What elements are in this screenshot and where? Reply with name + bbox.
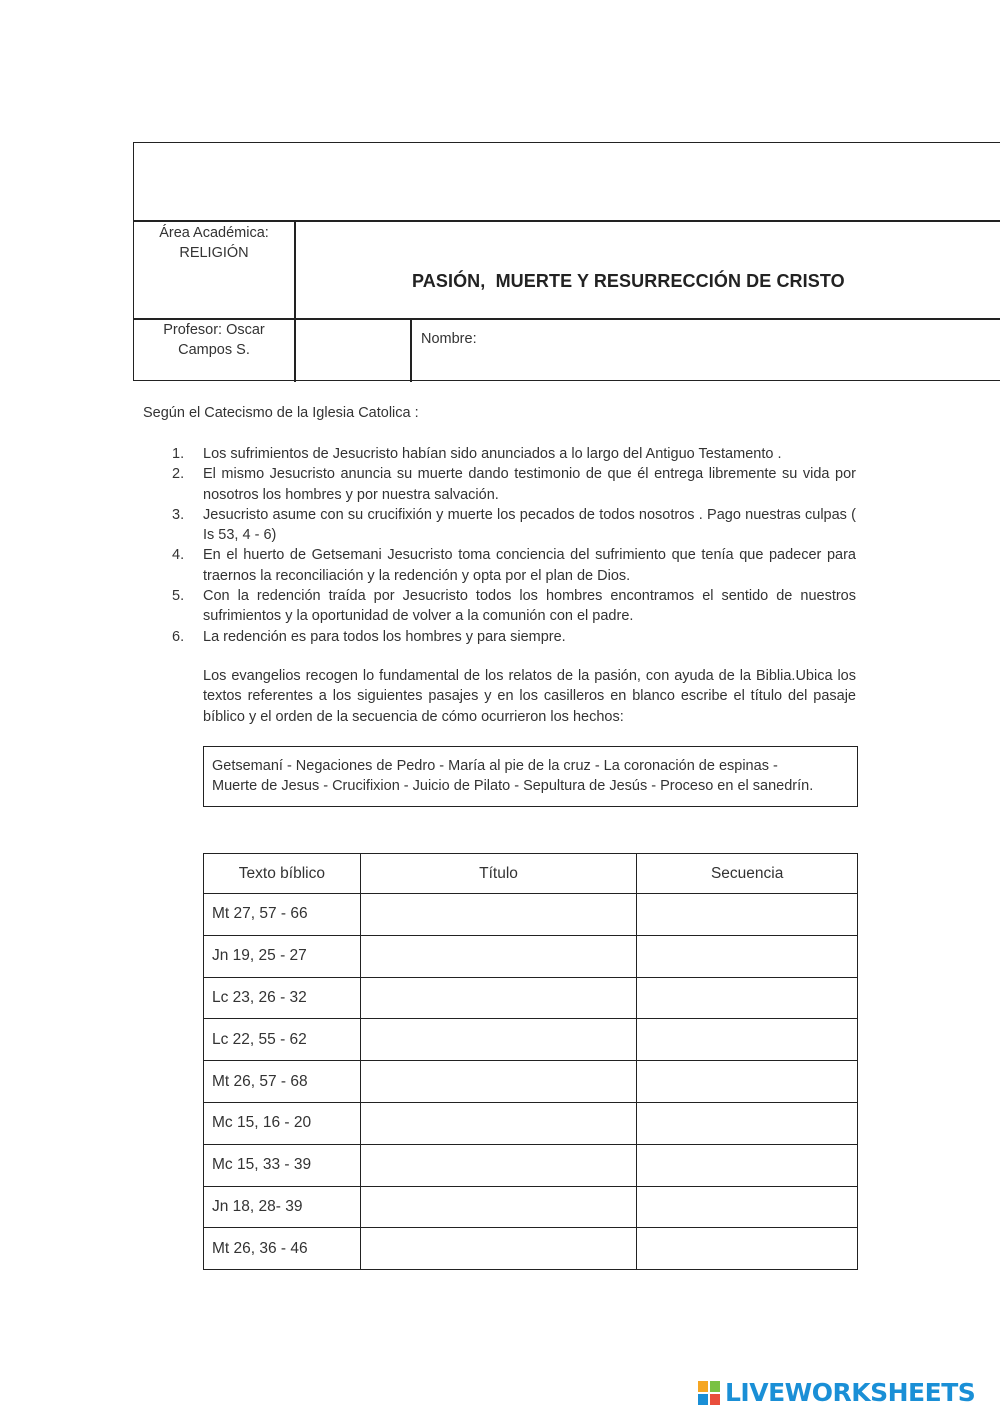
title-answer-cell[interactable] — [360, 1102, 637, 1144]
passage-cell: Mt 26, 36 - 46 — [204, 1228, 361, 1270]
liveworksheets-logo-icon — [697, 1379, 723, 1407]
name-field-label: Nombre: — [421, 331, 477, 347]
header-divider — [294, 220, 296, 382]
title-answer-cell[interactable] — [360, 894, 637, 936]
passage-cell: Mt 27, 57 - 66 — [204, 894, 361, 936]
sequence-answer-cell[interactable] — [637, 1019, 858, 1061]
passage-cell: Jn 18, 28- 39 — [204, 1186, 361, 1228]
passage-cell: Lc 23, 26 - 32 — [204, 977, 361, 1019]
header-divider — [134, 220, 1000, 222]
passage-cell: Lc 22, 55 - 62 — [204, 1019, 361, 1061]
passage-cell: Mt 26, 57 - 68 — [204, 1061, 361, 1103]
table-row — [204, 1228, 858, 1270]
header-divider — [410, 318, 412, 382]
list-item: 1. Los sufrimientos de Jesucristo habían sido anunciados a lo largo del Antiguo Testamento . — [172, 446, 782, 462]
table-row — [204, 1144, 858, 1186]
sequence-answer-cell[interactable] — [637, 1186, 858, 1228]
sequence-answer-cell[interactable] — [637, 1061, 858, 1103]
list-item: 5. Con la redención traída por Jesucristo todos los hombres encontramos el sentido de nuestros sufrimientos y la oportunidad de volver a la comunión con el padre. — [172, 588, 856, 625]
area-cell — [134, 223, 294, 263]
table-header-row — [204, 854, 858, 894]
table-row — [204, 1102, 858, 1144]
table-row — [204, 977, 858, 1019]
intro-text: Según el Catecismo de la Iglesia Catolica : — [143, 405, 419, 421]
sequence-answer-cell[interactable] — [637, 1144, 858, 1186]
table-row — [204, 935, 858, 977]
title-answer-cell[interactable] — [360, 1061, 637, 1103]
teacher-cell — [134, 320, 294, 360]
passage-cell: Mc 15, 16 - 20 — [204, 1102, 361, 1144]
word-bank-line: Getsemaní - Negaciones de Pedro - María al pie de la cruz - La coronación de espinas - — [212, 758, 778, 774]
word-bank — [203, 746, 858, 807]
title-answer-cell[interactable] — [360, 1144, 637, 1186]
catechism-points — [172, 444, 856, 647]
list-item: 6. La redención es para todos los hombres y para siempre. — [172, 628, 566, 645]
table-row — [204, 1019, 858, 1061]
liveworksheets-logo[interactable] — [697, 1378, 975, 1407]
teacher-line: Profesor: Oscar — [163, 322, 265, 338]
passages-table — [203, 853, 858, 1270]
sequence-answer-cell[interactable] — [637, 977, 858, 1019]
area-value: RELIGIÓN — [179, 245, 249, 261]
column-header-passage: Texto bíblico — [204, 854, 361, 894]
teacher-line: Campos S. — [178, 342, 250, 358]
list-item: 3. Jesucristo asume con su crucifixión y muerte los pecados de todos nosotros . Pago nuestras culpas ( Is 53, 4 - 6) — [172, 506, 856, 544]
title-answer-cell[interactable] — [360, 1019, 637, 1061]
word-bank-line: Muerte de Jesus - Crucifixion - Juicio de Pilato - Sepultura de Jesús - Proceso en el sanedrín. — [212, 778, 814, 795]
passage-cell: Mc 15, 33 - 39 — [204, 1144, 361, 1186]
list-item: 4. En el huerto de Getsemani Jesucristo toma conciencia del sufrimiento que tenía que padecer para traernos la reconciliación y la redención y opta por el plan de Dios. — [172, 547, 856, 584]
instructions-text: Los evangelios recogen lo fundamental de los relatos de la pasión, con ayuda de la Biblia.Ubica los textos referentes a los siguientes pasajes y en los casilleros en blanco escribe el título del pasaje bíblico y el orden de la secuencia de cómo ocurrieron los hechos: — [203, 668, 856, 725]
title-answer-cell[interactable] — [360, 977, 637, 1019]
column-header-sequence: Secuencia — [637, 854, 858, 894]
page-title: PASIÓN, MUERTE Y RESURRECCIÓN DE CRISTO — [412, 271, 845, 291]
table-row — [204, 1186, 858, 1228]
area-label: Área Académica: — [159, 225, 269, 241]
sequence-answer-cell[interactable] — [637, 1228, 858, 1270]
brand-name: LIVEWORKSHEETS — [725, 1378, 976, 1407]
passage-cell: Jn 19, 25 - 27 — [204, 935, 361, 977]
column-header-title: Título — [360, 854, 637, 894]
title-answer-cell[interactable] — [360, 1228, 637, 1270]
sequence-answer-cell[interactable] — [637, 935, 858, 977]
title-answer-cell[interactable] — [360, 1186, 637, 1228]
table-row — [204, 1061, 858, 1103]
title-answer-cell[interactable] — [360, 935, 637, 977]
sequence-answer-cell[interactable] — [637, 1102, 858, 1144]
worksheet-header — [133, 142, 1000, 381]
table-row — [204, 894, 858, 936]
sequence-answer-cell[interactable] — [637, 894, 858, 936]
list-item: 2. El mismo Jesucristo anuncia su muerte dando testimonio de que él entrega libremente su vida por nosotros los hombres y por nuestra salvación. — [172, 466, 856, 503]
